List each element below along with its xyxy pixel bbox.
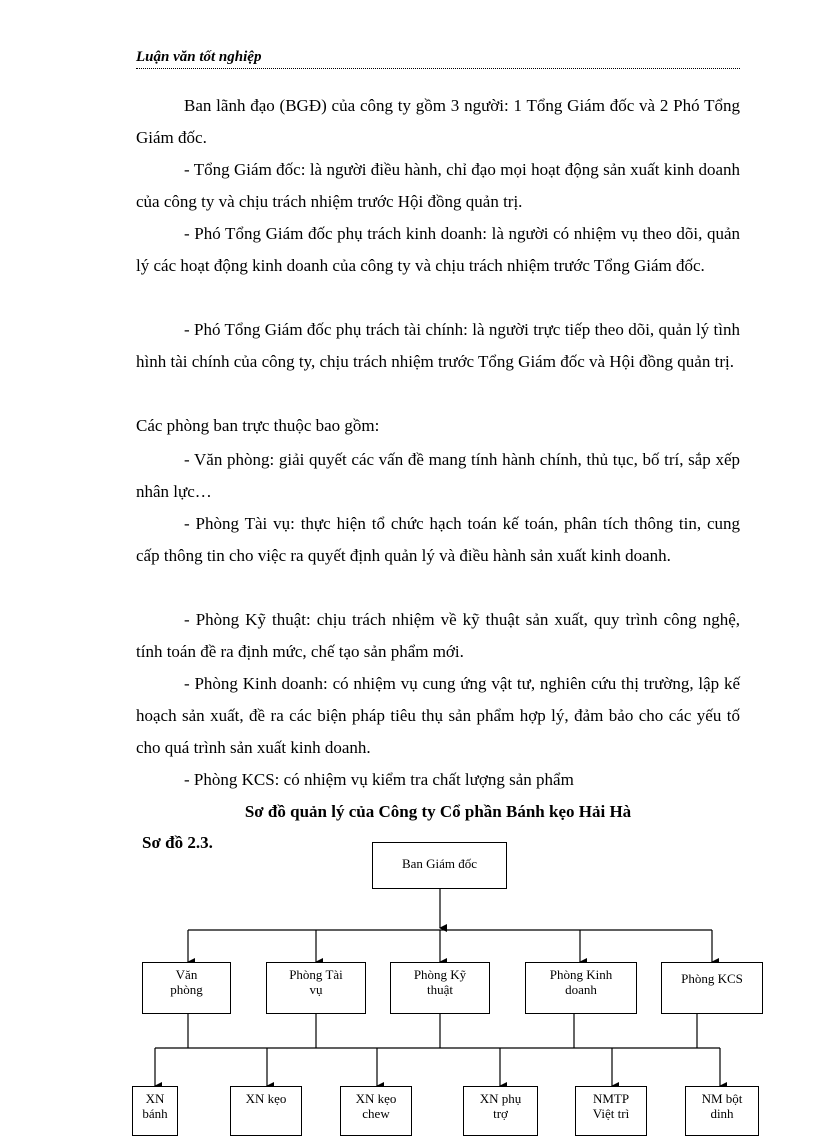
node-phong-ky-thuat: Phòng Kỹ thuật [390,962,490,1014]
paragraph-office: - Văn phòng: giải quyết các vấn đề mang tính hành chính, thủ tục, bố trí, sắp xếp nhân lực… [136,450,740,501]
node-xn-banh: XN bánh [132,1086,178,1136]
paragraph-business: - Phòng Kinh doanh: có nhiệm vụ cung ứng vật tư, nghiên cứu thị trường, lập kế hoạch sản xuất, đề ra các biện pháp tiêu thụ sản phẩm hợp lý, đảm bảo cho các yếu tố cho quá trình sản xuất kinh doanh. [136,674,740,757]
node-nmtp-viet-tri: NMTP Việt trì [575,1086,647,1136]
node-ban-giam-doc: Ban Giám đốc [372,842,507,889]
paragraph-technical: - Phòng Kỹ thuật: chịu trách nhiệm về kỹ thuật sản xuất, quy trình công nghệ, tính toán đề ra định mức, chế tạo sản phẩm mới. [136,610,740,661]
diagram-label: Sơ đồ 2.3. [142,833,213,852]
paragraph-deputy-business: - Phó Tổng Giám đốc phụ trách kinh doanh: là người có nhiệm vụ theo dõi, quản lý các hoạt động kinh doanh của công ty và chịu trách nhiệm trước Tổng Giám đốc. [136,224,740,275]
node-xn-keo-chew: XN kẹo chew [340,1086,412,1136]
paragraph-finance: - Phòng Tài vụ: thực hiện tổ chức hạch toán kế toán, phân tích thông tin, cung cấp thông tin cho việc ra quyết định quản lý và điều hành sản xuất kinh doanh. [136,514,740,565]
node-phong-kcs: Phòng KCS [661,962,763,1014]
paragraph-bgd: Ban lãnh đạo (BGĐ) của công ty gồm 3 người: 1 Tổng Giám đốc và 2 Phó Tổng Giám đốc. [136,96,740,147]
node-nm-bot-dinh: NM bột dinh [685,1086,759,1136]
paragraph-departments-intro: Các phòng ban trực thuộc bao gồm: [136,416,380,435]
node-xn-keo: XN kẹo [230,1086,302,1136]
paragraph-kcs: - Phòng KCS: có nhiệm vụ kiểm tra chất lượng sản phẩm [184,770,574,789]
node-phong-kinh-doanh: Phòng Kinh doanh [525,962,637,1014]
paragraph-ceo: - Tổng Giám đốc: là người điều hành, chỉ đạo mọi hoạt động sản xuất kinh doanh của công ty và chịu trách nhiệm trước Hội đồng quản trị. [136,160,740,211]
node-xn-phu-tro: XN phụ trợ [463,1086,538,1136]
header-title: Luận văn tốt nghiệp [136,49,262,65]
paragraph-deputy-finance: - Phó Tổng Giám đốc phụ trách tài chính: là người trực tiếp theo dõi, quản lý tình hình tài chính của công ty, chịu trách nhiệm trước Tổng Giám đốc và Hội đồng quản trị. [136,320,740,371]
node-van-phong: Văn phòng [142,962,231,1014]
diagram-title: Sơ đồ quản lý của Công ty Cổ phần Bánh kẹo Hải Hà [244,802,632,821]
node-phong-tai-vu: Phòng Tài vụ [266,962,366,1014]
